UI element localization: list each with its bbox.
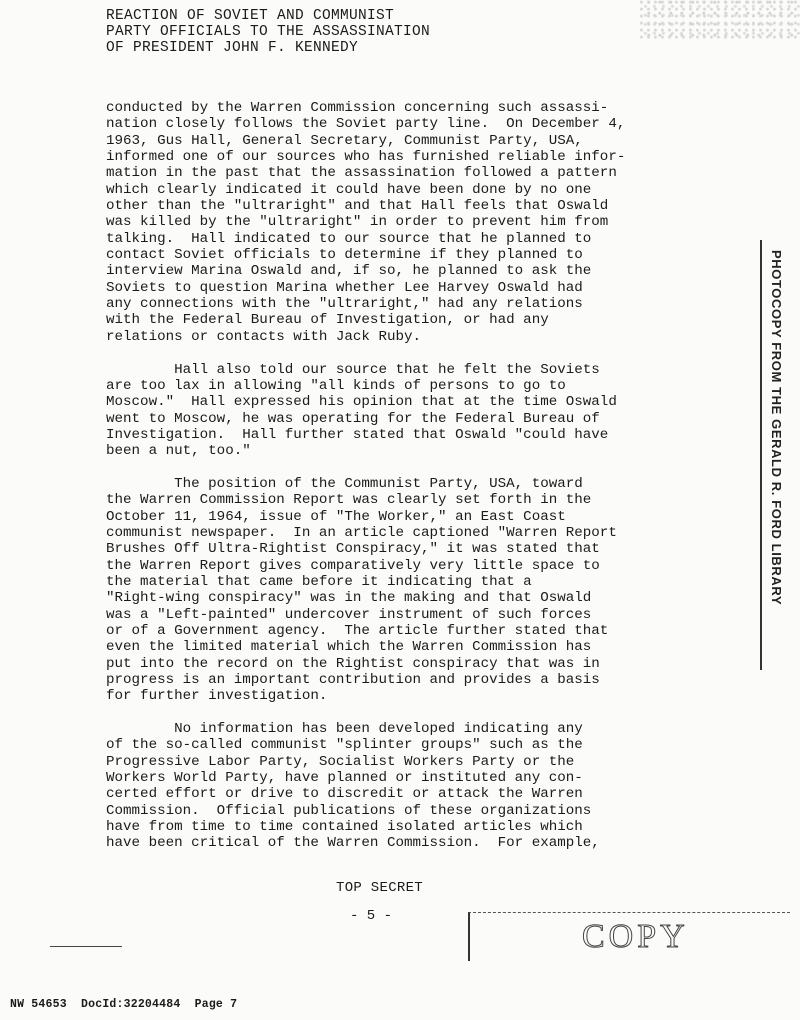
text-line: was killed by the "ultraright" in order to prevent him from	[106, 214, 609, 231]
text-line: the Warren Commission Report was clearly set forth in the	[106, 492, 592, 509]
heading-line: REACTION OF SOVIET AND COMMUNIST	[106, 8, 395, 24]
text-line: or of a Government agency. The article further stated that	[106, 623, 609, 639]
text-line: mation in the past that the assassination followed a pattern	[106, 165, 617, 182]
text-line: been a nut, too."	[106, 443, 251, 460]
text-line: put into the record on the Rightist conspiracy that was in	[106, 655, 600, 672]
page-number: - 5 -	[350, 908, 393, 924]
text-line: which clearly indicated it could have been done by no one	[106, 181, 592, 198]
document-body	[106, 100, 686, 868]
paragraph	[106, 476, 686, 705]
text-line: went to Moscow, he was operating for the Federal Bureau of	[106, 410, 600, 427]
text-line: have from time to time contained isolated articles which	[106, 819, 583, 836]
text-line: are too lax in allowing "all kinds of persons to go to	[106, 377, 566, 394]
text-line: progress is an important contribution and provides a basis	[106, 672, 600, 689]
text-line: informed one of our sources who has furnished reliable infor-	[106, 149, 626, 166]
text-line: the Warren Report gives comparatively very little space to	[106, 557, 600, 574]
document-heading	[106, 8, 430, 56]
text-line: relations or contacts with Jack Ruby.	[106, 328, 422, 345]
text-line: contact Soviet officials to determine if they planned to	[106, 247, 583, 264]
text-line: have been critical of the Warren Commission. For example,	[106, 835, 600, 852]
text-line: for further investigation.	[106, 688, 328, 705]
text-line: Hall also told our source that he felt the Soviets	[106, 361, 600, 378]
text-line: Workers World Party, have planned or instituted any con-	[106, 770, 583, 787]
text-line: with the Federal Bureau of Investigation, or had any	[106, 312, 549, 329]
text-line: The position of the Communist Party, USA, toward	[106, 475, 583, 492]
text-line: 1963, Gus Hall, General Secretary, Communist Party, USA,	[106, 132, 583, 149]
side-rule	[760, 240, 762, 670]
text-line: of the so-called communist "splinter groups" such as the	[106, 737, 583, 754]
text-line: October 11, 1964, issue of "The Worker," an East Coast	[106, 508, 566, 525]
text-line: Investigation. Hall further stated that Oswald "could have	[106, 426, 609, 443]
text-line: nation closely follows the Soviet party line. On December 4,	[106, 116, 626, 133]
text-line: conducted by the Warren Commission concerning such assassi-	[106, 100, 609, 116]
copy-stamp: COPY	[582, 918, 689, 955]
text-line: Moscow." Hall expressed his opinion that at the time Oswald	[106, 394, 617, 411]
text-line: the material that came before it indicating that a	[106, 573, 532, 590]
text-line: Commission. Official publications of these organizations	[106, 802, 592, 819]
library-side-stamp: PHOTOCOPY FROM THE GERALD R. FORD LIBRARY	[769, 250, 784, 606]
text-line: No information has been developed indicating any	[106, 721, 583, 738]
heading-line: OF PRESIDENT JOHN F. KENNEDY	[106, 40, 359, 56]
text-line: interview Marina Oswald and, if so, he planned to ask the	[106, 263, 592, 280]
classification-marking: TOP SECRET	[336, 880, 424, 896]
text-line: certed effort or drive to discredit or attack the Warren	[106, 786, 583, 803]
text-line: "Right-wing conspiracy" was in the making and that Oswald	[106, 590, 592, 607]
text-line: even the limited material which the Warren Commission has	[106, 639, 592, 656]
paragraph	[106, 100, 686, 345]
text-line: other than the "ultraright" and that Hall feels that Oswald	[106, 198, 609, 215]
text-line: was a "Left-painted" undercover instrument of such forces	[106, 606, 592, 623]
paragraph	[106, 721, 686, 852]
footer-rule	[50, 946, 122, 947]
document-id: NW 54653 DocId:32204484 Page 7	[10, 998, 238, 1011]
text-line: talking. Hall indicated to our source that he planned to	[106, 230, 592, 247]
text-line: communist newspaper. In an article captioned "Warren Report	[106, 524, 617, 541]
text-line: Brushes Off Ultra-Rightist Conspiracy," it was stated that	[106, 541, 600, 558]
text-line: any connections with the "ultraright," had any relations	[106, 296, 583, 313]
paragraph	[106, 362, 686, 460]
text-line: Soviets to question Marina whether Lee Harvey Oswald had	[106, 279, 583, 296]
text-line: Progressive Labor Party, Socialist Workers Party or the	[106, 753, 575, 770]
heading-line: PARTY OFFICIALS TO THE ASSASSINATION	[106, 24, 431, 40]
scan-noise	[640, 0, 800, 40]
